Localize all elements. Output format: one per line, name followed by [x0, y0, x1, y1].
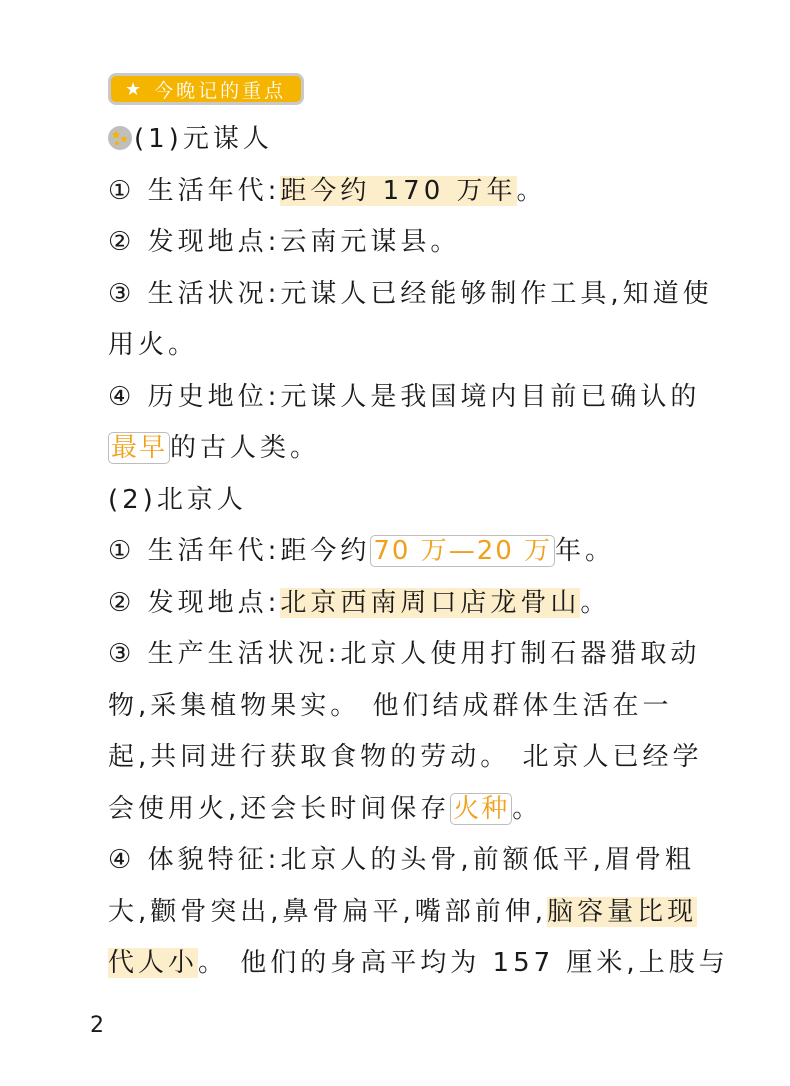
section1-line4b: [108, 423, 708, 475]
section1-title-line: [108, 114, 708, 166]
boxed-answer: 70 万—20 万: [370, 535, 555, 567]
section1-title: (1)元谋人: [134, 124, 273, 154]
section1-line4a: ④ 历史地位:元谋人是我国境内目前已确认的: [108, 381, 701, 412]
section2-line4b: [108, 887, 708, 939]
text: 大,颧骨突出,鼻骨扁平,嘴部前伸,: [108, 896, 548, 927]
section2-title: (2)北京人: [108, 484, 247, 515]
notes-content: [108, 114, 729, 990]
highlight-text: 距今约 170 万年: [280, 175, 517, 206]
section1-line1: [108, 166, 708, 218]
highlight-text: 北京西南周口店龙骨山: [280, 587, 581, 618]
text: 。: [516, 175, 547, 206]
section2-line1: [108, 526, 708, 578]
section1-line3b: 用火。: [108, 330, 199, 360]
banner-title: 今晚记的重点: [154, 79, 287, 102]
text: 会使用火,还会长时间保存: [108, 793, 451, 824]
boxed-answer: 火种: [450, 793, 512, 825]
section2-line3a: ③ 生产生活状况:北京人使用打制石器猎取动: [108, 639, 701, 669]
text: ① 生活年代:: [108, 175, 281, 206]
page-number: 2: [90, 1013, 104, 1038]
text: ① 生活年代:距今约: [108, 536, 371, 566]
section2-line3b: 物,采集植物果实。 他们结成群体生活在一: [108, 690, 673, 721]
text: 。 他们的身高平均为 157 厘米,上肢与: [198, 948, 729, 978]
highlight-text: 脑容量比现: [547, 896, 698, 927]
section-banner: [108, 73, 304, 105]
section1-line2: ② 发现地点:云南元谋县。: [108, 227, 461, 257]
section1-line3a: ③ 生活状况:元谋人已经能够制作工具,知道使: [108, 278, 713, 309]
section2-line4c: [108, 938, 729, 990]
text: 。: [580, 587, 611, 618]
text: 。: [512, 793, 543, 824]
star-icon: ★: [125, 78, 145, 100]
text: 的古人类。: [170, 433, 321, 463]
stars-badge-icon: [108, 126, 132, 150]
boxed-answer: 最早: [108, 432, 170, 464]
section2-line3c: 起,共同进行获取食物的劳动。 北京人已经学: [108, 742, 703, 772]
section2-line2: [108, 578, 708, 630]
section2-line4a: ④ 体貌特征:北京人的头骨,前额低平,眉骨粗: [108, 845, 695, 875]
highlight-text: 代人小: [108, 948, 199, 978]
text: ② 发现地点:: [108, 587, 281, 618]
section2-line3d: [108, 784, 708, 836]
text: 年。: [555, 536, 616, 566]
